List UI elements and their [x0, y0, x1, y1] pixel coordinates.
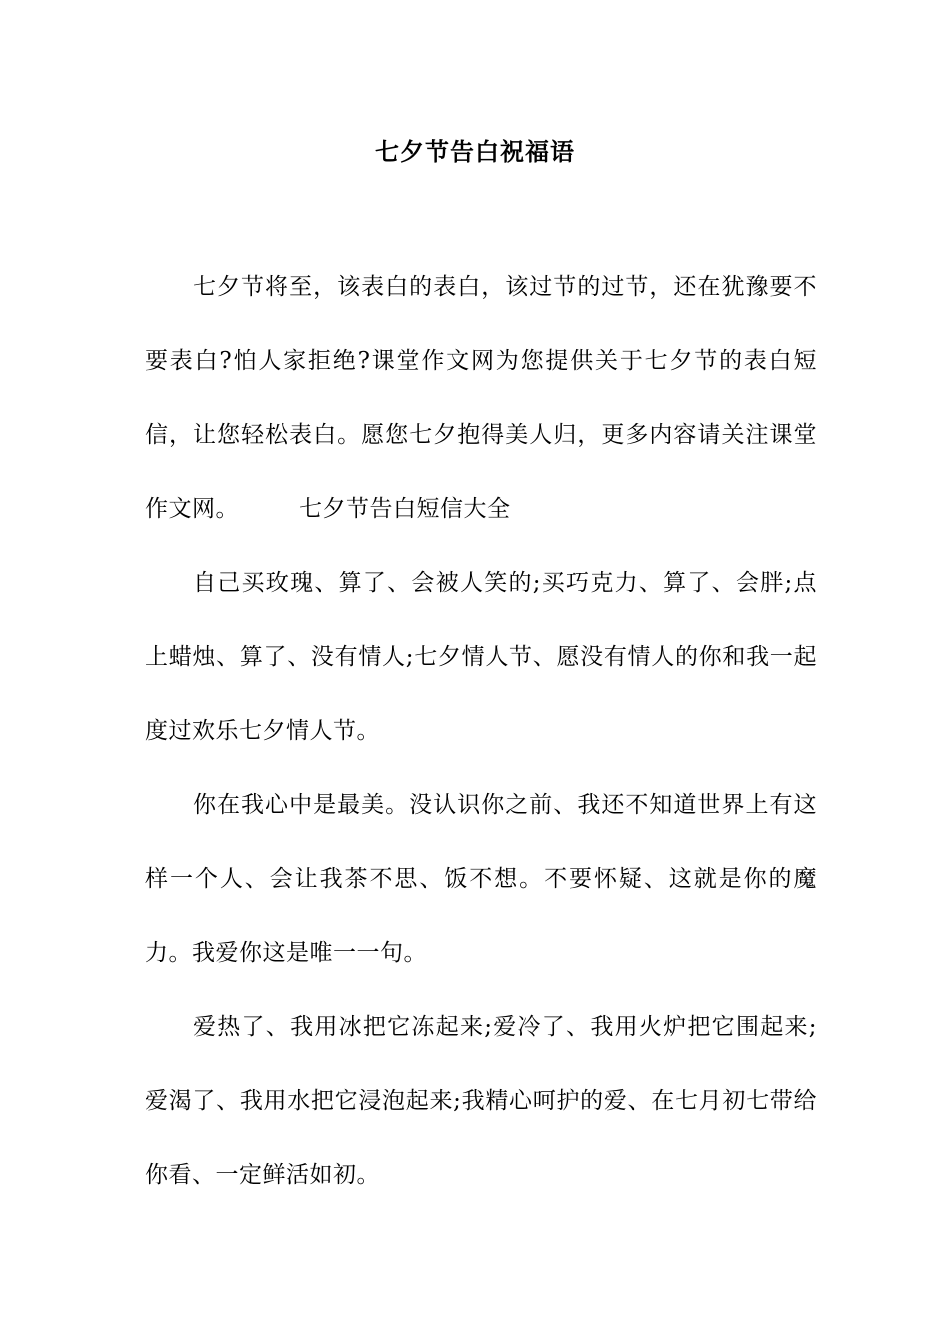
intro-paragraph [145, 250, 817, 546]
paragraph-2: 你在我心中是最美。没认识你之前、我还不知道世界上有这样一个人、会让我茶不思、饭不想。不要怀疑、这就是你的魔力。我爱你这是唯一一句。 [145, 792, 817, 966]
paragraph-3: 爱热了、我用冰把它冻起来;爱冷了、我用火炉把它围起来;爱渴了、我用水把它浸泡起来;我精心呵护的爱、在七月初七带给你看、一定鲜活如初。 [145, 1014, 817, 1188]
document-body [145, 250, 817, 1212]
document-title: 七夕节告白祝福语 [375, 137, 575, 166]
intro-text: 七夕节将至，该表白的表白，该过节的过节，还在犹豫要不要表白?怕人家拒绝?课堂作文网为您提供关于七夕节的表白短信，让您轻松表白。愿您七夕抱得美人归，更多内容请关注课堂作文网。 [145, 274, 817, 522]
paragraph-1: 自己买玫瑰、算了、会被人笑的;买巧克力、算了、会胖;点上蜡烛、算了、没有情人;七夕情人节、愿没有情人的你和我一起度过欢乐七夕情人节。 [145, 570, 817, 744]
section-heading: 七夕节告白短信大全 [299, 496, 511, 522]
